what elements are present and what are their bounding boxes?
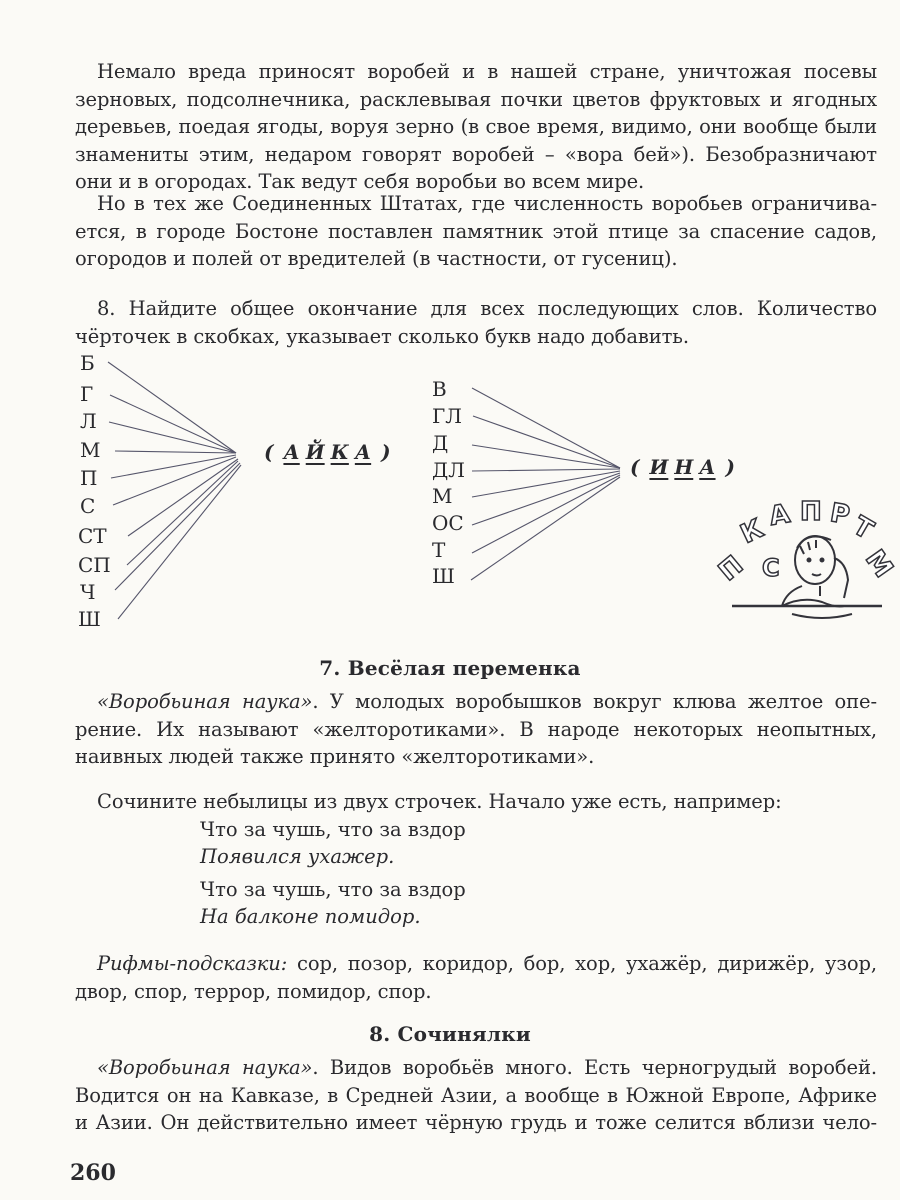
word-stem: Ч <box>80 580 96 604</box>
poem-line: Появился ухажер. <box>200 845 395 868</box>
section-7-title: 7. Весёлая переменка <box>319 656 581 680</box>
word-stem: М <box>432 484 453 508</box>
text-line: Но в тех же Соединенных Штатах, где численность воробьев ограничива- <box>97 192 877 215</box>
text-line: зерновых, подсолнечника, расклевывая почки цветов фруктовых и ягодных <box>75 87 877 111</box>
ending-group-1 <box>264 440 391 464</box>
text-line <box>75 1054 877 1082</box>
word-stem: Т <box>432 538 446 562</box>
svg-text:К: К <box>736 513 769 550</box>
open-paren: ( <box>264 440 274 464</box>
text-line: Водится он на Кавказе, в Средней Азии, а вообще в Южной Европе, Африке <box>75 1083 877 1107</box>
word-stem: М <box>80 438 101 462</box>
word-stem: Д <box>432 431 449 455</box>
text-line: деревьев, поедая ягоды, воруя зерно (в свое время, видимо, они вообще были <box>75 115 877 138</box>
section-8-title: 8. Сочинялки <box>369 1022 531 1046</box>
word-stem: С <box>80 494 96 518</box>
ending-group-2 <box>630 455 735 479</box>
ending-letter: А <box>354 440 372 464</box>
word-stem: СТ <box>78 524 107 548</box>
word-stem: ОС <box>432 511 464 535</box>
text-line: знамениты этим, недаром говорят воробей – «вора бей»). Безобразничают <box>75 142 877 166</box>
text-line: огородов и полей от вредителей (в частности, от гусениц). <box>75 247 678 270</box>
ending-letter: Й <box>305 440 325 464</box>
svg-text:П: П <box>800 497 822 527</box>
word-stem: ГЛ <box>432 404 462 428</box>
section-7-paragraph <box>75 688 877 771</box>
ending-letter: Н <box>674 455 694 479</box>
boy-thinking-illustration <box>712 488 900 628</box>
text-line: и Азии. Он действительно имеет чёрную грудь и тоже селится вблизи чело- <box>75 1111 877 1134</box>
text-line: двор, спор, террор, помидор, спор. <box>75 979 432 1003</box>
page-number: 260 <box>70 1160 116 1186</box>
open-paren: ( <box>630 455 640 479</box>
word-stem: Б <box>80 351 95 375</box>
text-line: они и в огородах. Так ведут себя воробьи во всем мире. <box>75 170 645 193</box>
close-paren: ) <box>725 455 735 479</box>
text-line: ется, в городе Бостоне поставлен памятник этой птице за спасение садов, <box>75 219 877 243</box>
text-line: наивных людей также принято «желторотиками». <box>75 745 595 768</box>
text-line: Немало вреда приносят воробей и в нашей стране, уничтожая посевы <box>97 60 877 83</box>
poem-line: Что за чушь, что за вздор <box>200 878 466 901</box>
text-line <box>75 688 877 716</box>
svg-text:С: С <box>762 554 780 582</box>
close-paren: ) <box>381 440 391 464</box>
ending-letter: А <box>283 440 300 464</box>
svg-text:Т: Т <box>847 511 878 546</box>
text-line: чёрточек в скобках, указывает сколько букв надо добавить. <box>75 324 689 348</box>
word-stem: ДЛ <box>432 458 465 482</box>
text-fragment: сор, позор, коридор, бор, хор, ухажёр, дирижёр, узор, <box>287 952 877 975</box>
word-stem: Ш <box>78 607 101 631</box>
rhyme-hints <box>75 950 877 1005</box>
rhyme-hints-label: Рифмы-подсказки: <box>97 952 288 975</box>
ending-letter: К <box>330 440 349 464</box>
section-7-instruction <box>75 788 877 816</box>
text-line: рение. Их называют «желторотиками». В народе некоторых неопытных, <box>75 717 877 741</box>
word-stem: СП <box>78 553 111 577</box>
ending-letter: А <box>699 455 716 479</box>
text-line: Сочините небылицы из двух строчек. Начало уже есть, например: <box>97 790 782 813</box>
svg-text:Р: Р <box>827 498 852 531</box>
italic-lead: «Воробьиная наука» <box>97 1056 313 1079</box>
text-fragment: . У молодых воробышков вокруг клюва желтое опе- <box>312 690 877 713</box>
poem-example-2 <box>200 876 466 930</box>
text-line <box>75 950 877 978</box>
svg-text:М: М <box>859 544 899 584</box>
ending-letter: И <box>649 455 669 479</box>
word-stem: Ш <box>432 564 455 588</box>
word-stem: В <box>432 377 447 401</box>
text-line: 8. Найдите общее окончание для всех последующих слов. Количество <box>97 297 877 320</box>
word-stem: Л <box>80 409 97 433</box>
poem-line: На балконе помидор. <box>200 905 421 928</box>
poem-line: Что за чушь, что за вздор <box>200 818 466 841</box>
italic-lead: «Воробьиная наука» <box>97 690 313 713</box>
svg-text:П: П <box>713 550 750 588</box>
word-stem: Г <box>80 382 94 406</box>
section-8-paragraph <box>75 1054 877 1137</box>
word-stem: П <box>80 466 98 490</box>
poem-example-1 <box>200 816 466 870</box>
text-fragment: . Видов воробьёв много. Есть черногрудый воробей. <box>312 1056 877 1079</box>
svg-text:А: А <box>767 498 793 533</box>
